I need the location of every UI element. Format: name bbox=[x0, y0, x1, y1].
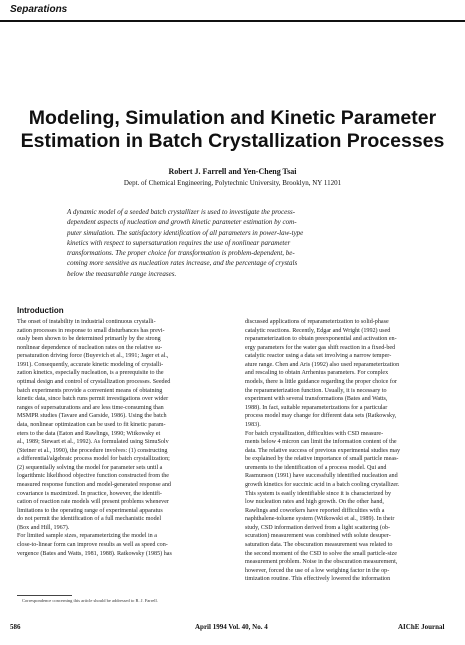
journal-name: AIChE Journal bbox=[398, 623, 445, 631]
body-text-line: For limited sample sizes, reparameterizing the model in a bbox=[17, 533, 157, 540]
body-text-line: (Steiner et al., 1990), the procedure involves: (1) constructing bbox=[17, 447, 168, 454]
body-text-line: zation processes in response to small disturbances has previ- bbox=[17, 327, 165, 334]
body-text-line: optimal design and control of crystallization processes. Seeded bbox=[17, 379, 171, 386]
body-text-line: do not permit the identification of a full mechanistic model bbox=[17, 516, 162, 523]
abstract-line: puter simulation. The satisfactory identification of all parameters in power-law-type bbox=[67, 228, 304, 237]
body-text-line: batch experiments provide a convenient means of obtaining bbox=[17, 387, 163, 394]
body-text-line: 1983). bbox=[245, 421, 261, 428]
body-text-line: measurement problem. Noise in the obscuration measurement, bbox=[245, 559, 398, 566]
body-text-line: data. The relative success of previous experimental studies may bbox=[245, 447, 401, 454]
body-text-line: ergy parameters for the water gas shift reaction in a fixed-bed bbox=[245, 344, 396, 351]
body-text-line: naphthalene-toluene system (Witkowski et al., 1989). In their bbox=[245, 516, 395, 523]
body-text-line: process model may change for different data sets (Ratkowsky, bbox=[245, 413, 397, 420]
abstract-line: dependent aspects of nucleation and growth kinetic parameter estimation by com- bbox=[67, 218, 297, 227]
body-text-line: catalytic reactions. Recently, Edgar and Wright (1992) used bbox=[245, 327, 391, 334]
body-text-line: low nucleation rates and high growth. On the other hand, bbox=[245, 499, 384, 506]
section-label: Separations bbox=[10, 4, 68, 15]
abstract-line: below the measurable range increases. bbox=[67, 269, 177, 278]
body-text-line: cation of reaction rate models will present problems whenever bbox=[17, 499, 169, 506]
body-text-line: the reparameterization function. Usually, it is necessary to bbox=[245, 387, 387, 394]
body-text-line: Rasmunson (1991) have successfully identified nucleation and bbox=[245, 473, 398, 480]
right-column-text bbox=[245, 318, 450, 584]
body-text-line: covariance is maximized. In practice, however, the identifi- bbox=[17, 490, 162, 497]
body-text-line: vergence (Bates and Watts, 1981, 1988). Ratkowsky (1985) has bbox=[17, 550, 172, 557]
affiliation: Dept. of Chemical Engineering, Polytechnic University, Brooklyn, NY 11201 bbox=[123, 179, 342, 187]
body-text-line: and rescaling to obtain Arrhenius parameters. For complex bbox=[245, 370, 389, 377]
abstract bbox=[67, 207, 399, 279]
body-text-line: reparameterization to obtain preexponential and activation en- bbox=[245, 336, 397, 343]
body-text-line: urements to the identification of a process model. Qui and bbox=[245, 464, 387, 471]
body-text-line: however, forced the use of a low weighing factor in the op- bbox=[245, 567, 390, 574]
body-text-line: Rawlings and coworkers have reported difficulties with a bbox=[245, 507, 385, 514]
body-text-line: zation kinetics, especially nucleation, is a prerequisite to the bbox=[17, 370, 164, 377]
body-text-line: (2) sequentially solving the model for parameter sets until a bbox=[17, 464, 163, 471]
body-text-line: ments below 4 micron can limit the information content of the bbox=[245, 439, 397, 446]
body-text-line: eters to the data (Eaton and Rawlings, 1990; Witkowsky et bbox=[17, 430, 161, 437]
introduction-heading: Introduction bbox=[17, 306, 64, 315]
body-text-line: logarithmic likelihood objective function constructed from the bbox=[17, 473, 169, 480]
body-text-line: discussed applications of reparameterization to solid-phase bbox=[245, 319, 389, 325]
body-text-line: growth kinetics for succinic acid in a batch cooling crystallizer. bbox=[245, 481, 400, 488]
body-text-line: ously been shown to be determined primarily by the strong bbox=[17, 336, 161, 343]
body-text-line: 1991). Consequently, accurate kinetic modeling of crystalli- bbox=[17, 361, 164, 368]
abstract-line: kinetics with respect to supersaturation requires the use of nonlinear parameter bbox=[67, 238, 291, 247]
top-rule bbox=[0, 20, 465, 22]
body-text-line: timization routine. This effectively lowered the information bbox=[245, 576, 391, 583]
abstract-line: coming more sensitive as nucleation rates increase, and the percentage of crystals bbox=[67, 259, 298, 268]
body-text-line: data, nonlinear optimization can be used to fit kinetic param- bbox=[17, 421, 166, 428]
issue-info: April 1994 Vol. 40, No. 4 bbox=[195, 623, 268, 631]
body-text-line: models, there is little guidance regarding the proper choice for bbox=[245, 379, 397, 386]
body-text-line: al., 1989; Stewart et al., 1992). As formulated using SimuSolv bbox=[17, 439, 169, 446]
body-text-line: measured response function and model-generated response and bbox=[17, 481, 171, 488]
body-text-line: the second moment of the CSD to solve the small particle-size bbox=[245, 550, 397, 557]
body-text-line: persaturation driving force (Buyevich et al., 1991; Jager et al., bbox=[17, 353, 169, 360]
body-text-line: ature range. Chen and Aris (1992) also used reparameterization bbox=[245, 361, 400, 368]
abstract-line: transformations. The proper choice for transformation is problem-dependent, be- bbox=[67, 249, 295, 258]
body-text-line: a differential/algebraic process model for batch crystallization; bbox=[17, 456, 170, 463]
title-line: Estimation in Batch Crystallization Processes bbox=[20, 130, 445, 152]
body-text-line: 1988). In fact, suitable reparameterizations for a particular bbox=[245, 404, 388, 411]
body-text-line: (Box and Hill, 1967). bbox=[17, 524, 70, 531]
body-text-line: kinetic data, since batch runs permit investigations over wider bbox=[17, 396, 169, 403]
body-text-line: study, CSD information derived from a light scattering (ob- bbox=[245, 524, 390, 531]
author-names: Robert J. Farrell and Yen-Cheng Tsai bbox=[168, 167, 297, 176]
correspondence-footnote: Correspondence concerning this article should be addressed to R. J. Farrell. bbox=[22, 598, 158, 603]
footnote-rule bbox=[17, 595, 72, 596]
abstract-line: A dynamic model of a seeded batch crystallizer is used to investigate the process- bbox=[67, 208, 296, 216]
paper-title bbox=[20, 107, 445, 153]
body-text-line: This system is easily identifiable since it is characterized by bbox=[245, 490, 392, 497]
body-text-line: MSMPR studies (Tavare and Garside, 1986). Using the batch bbox=[17, 413, 167, 420]
body-text-line: The onset of instability in industrial continuous crystalli- bbox=[17, 319, 156, 325]
body-text-line: saturation data. The obscuration measurement was related to bbox=[245, 542, 393, 549]
page-number: 586 bbox=[10, 623, 21, 631]
body-text-line: experiment with several transformations (Bates and Watts, bbox=[245, 396, 388, 403]
body-text-line: ranges of supersaturations and are less time-consuming than bbox=[17, 404, 164, 411]
body-text-line: nonlinear dependence of nucleation rates on the relative su- bbox=[17, 344, 163, 351]
body-text-line: catalytic reactor using a data set involving a narrow temper- bbox=[245, 353, 392, 360]
body-text-line: limitations to the operating range of experimental apparatus bbox=[17, 507, 163, 514]
body-text-line: close-to-linear form can improve results as well as speed con- bbox=[17, 542, 168, 549]
title-line: Modeling, Simulation and Kinetic Parameter bbox=[28, 107, 437, 129]
body-text-line: be explained by the relative importance of small particle meas- bbox=[245, 456, 399, 463]
left-column-text bbox=[17, 318, 222, 558]
body-text-line: For batch crystallization, difficulties with CSD measure- bbox=[245, 430, 384, 437]
body-text-line: scuration) measurement was combined with solute desuper- bbox=[245, 533, 391, 540]
